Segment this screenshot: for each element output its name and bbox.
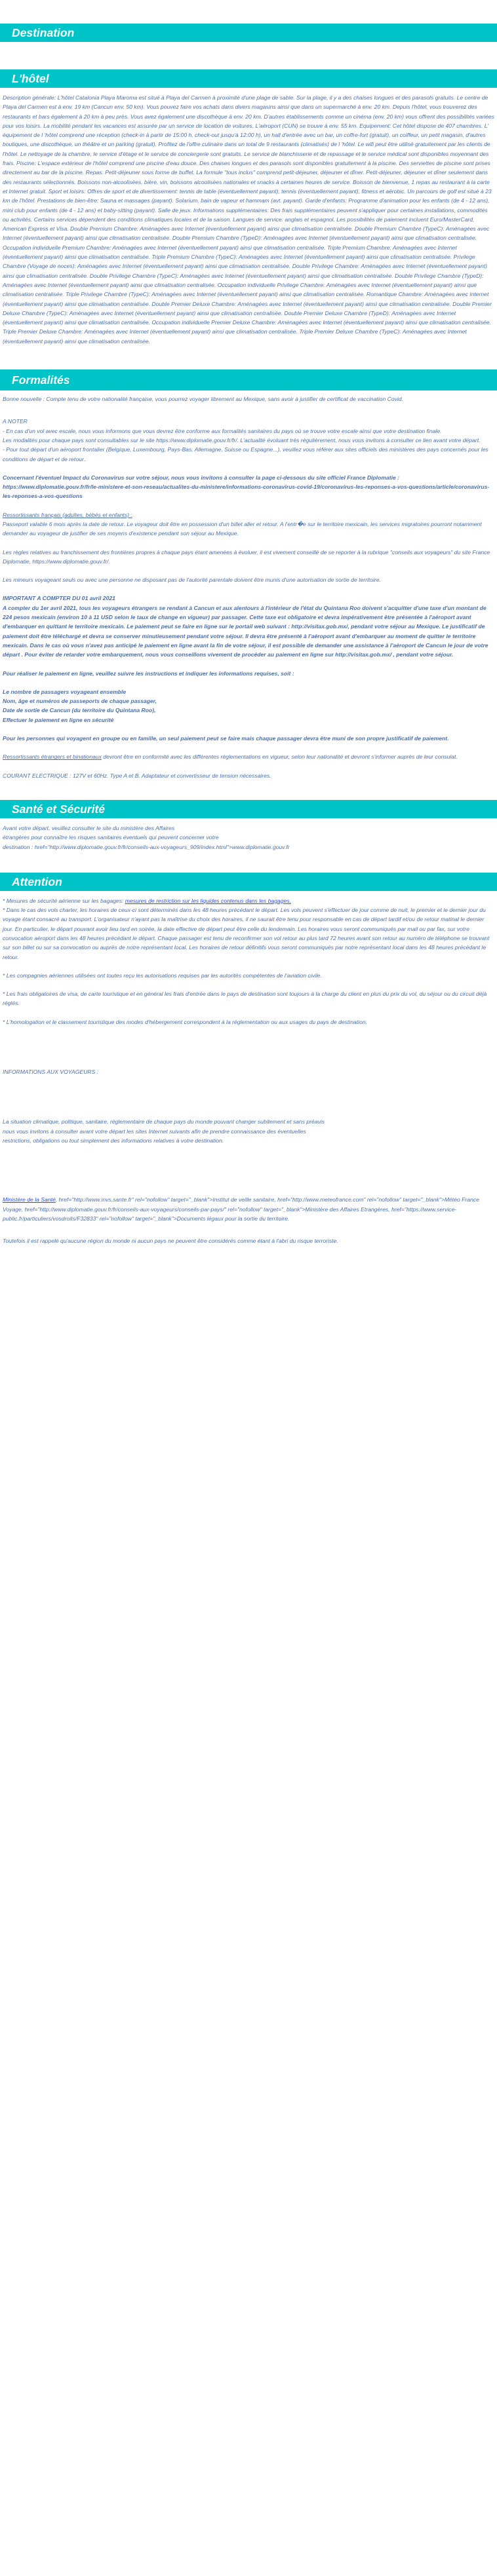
a-noter-line: - En cas d'un vol avec escale, nous vous informons que vous devrez être conforme aux formalités sanitaires du pays où se trouve votre escale ainsi que votre destination finale. [3,427,442,434]
ressortissants-title: Ressortissants français (adultes, bébés et enfants) : [3,511,132,518]
regles-frontieres: Les règles relatives au franchissement des frontières propres à chaque pays étant amenées à évoluer, il est vivement conseillé de se reporter à la rubrique "conseils aux voyageurs" du site France Diplomatie, https://www.diplomatie.gouv.fr/. [3,548,490,565]
mesures-prefix: * Mesures de sécurité aérienne sur les bagages: [3,897,125,904]
sante-line: Avant votre départ, veuillez consulter le site du ministère des Affaires [3,824,175,831]
concernant-coronavirus: Concernant l'éventuel Impact du Coronavirus sur votre séjour, nous vous invitons à consulter la page ci-dessous du site officiel France Diplomatie : https://www.diplomatie.gouv.fr/fr/le-ministere-et-son-reseau/actualites-du-ministere/informations-coronavirus-covid-19/coronavirus-les-reponses-a-vos-questions/article/coronavirus-les-reponses-a-vos-questions [3,474,490,500]
famille-text: Pour les personnes qui voyagent en groupe ou en famille, un seul paiement peut se faire mais chaque passager devra être muni de son propre justificatif de paiement. [3,735,449,742]
binationaux-title: Ressortissants étrangers et binationaux [3,753,102,761]
section-header-destination: Destination [0,24,497,42]
required-line: Effectuer le paiement en ligne en sécurité [3,716,114,723]
ministere-links [3,1195,494,1223]
toutefois-text: Toutefois il est rappelé qu'aucune région du monde ni aucun pays ne peuvent être considérés comme étant à l'abri du risque terroriste. [3,1238,338,1245]
frais-obligatoires: * Les frais obligatoires de visa, de carte touristique et en général les frais d'entrée dans le pays de destination sont toujours à la charge du client en plus du prix du vol, du séjour ou du circuit déjà réglés. [3,991,487,1007]
hotel-description: Description générale: L'hôtel Catalonia Playa Maroma est situé à Playa del Carmen à proximité d'une plage de sable. Sur la plage, il y a des chaises longues et des parasols gratuits. Le centre de Playa del Carmen est à env. 19 km (Cancun env. 50 km). Vous pouvez faire vos achats dans divers magasins ainsi que dans un supermarché à env. 20 km. Depuis l'hôtel, vous trouverez des restaurants et bars également à 20 km à peu près. Vous avez également une discothèque à env. 20 km. D'autres établissements comme un cinéma (env. 20 km) vous offrent des possibilités variées pour vos loisirs. La mobilité pendant les vacances est assurée par un service de location de voitures. L'aéroport (CUN) se trouve à env. 55 km. Equipement: Cet hôtel dispose de 407 chambres. L' équipement de l 'hôtel comprend une réception (check-in à partir de 15:00 h, check-out jusqu'à 12:00 h), un hall d'entrée avec un bar, un coffre-fort (gratuit), un coiffeur, un petit magasin, d'autres boutiques, une discothèque, un théâtre et un parking (gratuit). Profitez de l'offre culinaire dans un total de 9 restaurants (climatisés) de l 'hôtel. Le wifi peut être utilisé gratuitement par les clients de l'hôtel. Le nettoyage de la chambre, le service d'étage et le service de conciergerie sont gratuits. Le service de blanchisserie et de repassage et le service médical sont disponibles moyennant des frais. Piscine: L'espace extérieur de l'hôtel comprend une piscine d'eau douce. Des chaises longues et des parasols sont disponibles gratuitement à la piscine. Des serviettes de piscine sont prises directement au bar de la piscine. Repas: Petit-déjeuner sous forme de buffet. La formule "tous inclus" comprend petit-déjeuner, déjeuner et dîner. Petit-déjeuner, déjeuner et dîner seulement dans des restaurants sélectionnés. Boissons non-alcoolisées, bière, vin, boissons alcoolisées nationales et snacks à certaines heures de service. Boisson de bienvenue, 1 repas au restaurant à la carte et Internet gratuit. Sport et loisirs: Offres de sport et de divertissement: tennis de table (éventuellement payant), tennis (éventuellement payant), fitness et aérobic. Un parcours de golf est situé à 23 km de l'hôtel. Prestations de bien-être: Sauna et massages (payant). Solarium, bain de vapeur et hammam (avt. payant). Garde d'enfants: Programme d'animation pour les enfants (de 4 - 12 ans), mini club pour enfants (de 4 - 12 ans) et baby-sitting (payant). Salle de jeux. Informations supplémentaires: Des frais supplémentaires peuvent s'appliquer pour certaines installations, commodités ou activités. Certains services dépendent des conditions climatiques locales et de la saison. Langues de service: anglais et espagnol. Les possibilités de paiement incluent Euro/MasterCard, American Express et Visa. Double Premium Chambre: Aménagées avec Internet (éventuellement payant) ainsi que climatisation centralisée. Double Premium Chambre (TypeC): Aménagées avec Internet (éventuellement payant) ainsi que climatisation centralisée. Double Premium Chambre (TypeD): Aménagées avec Internet (éventuellement payant) ainsi que climatisation centralisée. Occupation individuelle Premium Chambre: Aménagées avec Internet (éventuellement payant) ainsi que climatisation centralisée. Triple Premium Chambre: Aménagées avec Internet (éventuellement payant) ainsi que climatisation centralisée. Triple Premium Chambre (TypeC): Aménagées avec Internet (éventuellement payant) ainsi que climatisation centralisée. Privilege Chambre (Voyage de noces): Aménagées avec Internet (éventuellement payant) ainsi que climatisation centralisée. Double Privilege Chambre: Aménagées avec Internet (éventuellement payant) ainsi que climatisation centralisée. Double Privilege Chambre (TypeC): Aménagées avec Internet (éventuellement payant) ainsi que climatisation centralisée. Double Privilege Chambre (TypeD): Aménagées avec Internet (éventuellement payant) ainsi que climatisation centralisée. Occupation individuelle Privilege Chambre: Aménagées avec Internet (éventuellement payant) ainsi que climatisation centralisée. Triple Privilege Chambre (TypeC): Aménagées avec Internet (éventuellement payant) ainsi que climatisation centralisée. Romantique Chambre: Aménagées avec Internet (éventuellement payant) ainsi que climatisation centralisée. Double Premier Deluxe Chambre: Aménagées avec Internet (éventuellement payant) ainsi que climatisation centralisée. Double Premier Deluxe Chambre (TypeC): Aménagées avec Internet (éventuellement payant) ainsi que climatisation centralisée. Double Premier Deluxe Chambre (TypeD): Aménagées avec Internet (éventuellement payant) ainsi que climatisation centralisée. Occupation individuelle Premier Deluxe Chambre: Aménagées avec Internet (éventuellement payant) ainsi que climatisation centralisée. Triple Premier Deluxe Chambre: Aménagées avec Internet (éventuellement payant) ainsi que climatisation centralisée. Triple Premier Deluxe Chambre (TypeC): Aménagées avec Internet (éventuellement payant) ainsi que climatisation centralisée. [3,94,495,345]
a-noter-line: - Pour tout départ d'un aéroport frontalier (Belgique, Luxembourg, Pays-Bas, Allemagne, Suisse ou Espagne...), veuillez vous référer aux sites officiels des ministères des pays concernés pour les conditions de départ et de retour.. [3,446,488,463]
binationaux-text [3,752,494,761]
homologation: * L'homologation et le classement touristique des modes d'hébergement correspondent à la réglementation ou aux usages du pays de destination. [3,1018,368,1025]
important-text: A compter du 1er avril 2021, tous les voyageurs étrangers se rendant à Cancun et aux alentours à l'intérieur de l'état du Quintana Roo doivent s'acquitter d'une taxe d'un montant de 224 pesos mexicain (environ 10 à 11 USD selon le taux de change en vigueur) par passager. Cette taxe est obligatoire et devra impérativement être présentée à l'aéroport avant d'embarquer en quittant le territoire mexicain. Le paiement peut se faire en ligne sur le portail web suivant : http://visitax.gob.mx/, pendant votre séjour au Mexique. Le justificatif de paiement doit être téléchargé et devra se conserver minutieusement pendant votre séjour. Il devra être présenté à l'aéroport avant d'embarquer au moment de quitter le territoire mexicain. Dans le cas où vous n'avez pas anticipé le paiement en ligne avant la fin de votre séjour, il est possible de demander une assistance à l'aéroport de Cancun le jour de votre départ . Pour éviter de retarder votre embarquement, nous vous conseillons vivement de procéder au paiement en ligne sur http://visitax.gob.mx/ , pendant votre séjour. [3,604,488,658]
hotel-section [0,93,497,346]
formalites-section [0,394,497,780]
compagnies-aeriennes: * Les compagnies aériennes utilisées ont toutes reçu les autorisations requises par les autorités compétentes de l'aviation civile. [3,972,322,979]
courant-electrique: COURANT ELECTRIQUE : 127V et 60Hz. Type A et B. Adaptateur et convertisseur de tension nécessaires. [3,772,271,779]
situation-line: restrictions, obligations ou tout simplement des informations relatives à votre destination. [3,1137,224,1144]
ressortissants-text: Passeport valable 6 mois après la date de retour. Le voyageur doit être en possession d'un billet aller et retour. A l'entr�e sur le territoire mexicain, les services migratoires pourront notamment demander au voyageur de justifier de ses moyens d'existence pendant son séjour au Mexique. [3,520,482,537]
mesures-securite [3,896,494,905]
binationaux-body: devront être en conformité avec les différentes réglementations en vigueur, selon leur nationalité et devront s'informer auprès de leur consulat. [101,753,458,761]
situation-line: nous vous invitons à consulter avant votre départ les sites Internet suivants afin de prendre connaissance des éventuelles [3,1127,306,1135]
vols-charter: * Dans le cas des vols charter, les horaires de ceux-ci sont déterminés dans les 48 heures précédant le départ. Les vols peuvent s'effectuer de jour comme de nuit, le premier et le dernier jour du voyage étant consacré au transport. L'organisateur n'ayant pas la maîtrise du choix des horaires, il ne saurait être tenu pour responsable en cas de départ tardif et/ou de retour matinal le dernier jour. En particulier, le départ pouvant avoir lieu tard en soirée, la date effective de départ peut être celle du lendemain. Les horaires vous seront communiqués par mail ou par fax, sur votre convocation aéroport dans les 48 heures précédant le départ. Chaque passager est tenu de reconfirmer son vol retour au plus tard 72 heures avant son retour au numéro de téléphone se trouvant sur son billet ou sur sa convocation ou auprès de notre représentant local. Les horaires de retour définitifs vous seront communiqués par notre représentant local dans les 48 heures précédant le retour. [3,907,490,960]
a-noter-line: Les modalités pour chaque pays sont consultables sur le site https://www.diplomatie.gouv.fr/fr/. L'actualité évoluant très régulièrement, nous vous invitons à consulter ce lien avant votre départ. [3,436,481,444]
attention-section [0,896,497,1246]
sante-line: destination : href="http://www.diplomatie.gouv.fr/fr/conseils-aux-voyageurs_909/index.html">www.diplomatie.gouv.fr [3,843,290,850]
section-header-formalites: Formalités [0,369,497,390]
mineurs-text: Les mineurs voyageant seuls ou avec une personne ne disposant pas de l'autorité parentale doivent être munis d'une autorisation de sortie de territoire. [3,577,382,584]
ministere-rest: , href="http://www.invs.sante.fr" rel="nofollow" target="_blank">Institut de veille sanitaire, href="http://www.meteofrance.com" rel="nofollow" target="_blank">Météo France Voyage, href="http://www.diplomatie.gouv.fr/fr/conseils-aux-voyageurs/conseils-par-pays/" rel="nofollow" target="_blank">Ministère des Affaires Etrangères, href="https://www.service-public.fr/particuliers/vosdroits/F32833" rel="nofollow" target="_blank">Documents légaux pour la sortie du territoire. [3,1196,479,1222]
a-noter-title: A NOTER [3,418,28,425]
infos-voyageurs-title: INFORMATIONS AUX VOYAGEURS : [3,1069,99,1076]
required-line: Nom, âge et numéros de passeports de chaque passager, [3,698,157,705]
required-line: Date de sortie de Cancun (du territoire du Quintana Roo), [3,707,156,714]
mesures-link[interactable]: mesures de restriction sur les liquides contenus dans les bagages. [125,897,291,904]
situation-line: La situation climatique, politique, sanitaire, réglementaire de chaque pays du monde pouvant changer subitement et sans préavis [3,1118,325,1126]
pour-realiser: Pour réaliser le paiement en ligne, veuillez suivre les instructions et indiquer les informations requises, soit : [3,670,294,677]
sante-line: étrangères pour connaître les risques sanitaires éventuels qui peuvent concerner votre [3,834,219,841]
formalites-intro: Bonne nouvelle : Compte tenu de votre nationalité française, vous pourrez voyager librement au Mexique, sans avoir à justifier de certificat de vaccination Covid. [3,396,403,403]
section-header-sante: Santé et Sécurité [0,800,497,818]
ministere-sante-link[interactable]: Ministère de la Santé [3,1196,56,1203]
required-line: Le nombre de passagers voyageant ensemble [3,688,127,695]
section-header-hotel: L'hôtel [0,69,497,88]
section-header-attention: Attention [0,873,497,891]
important-title: IMPORTANT A COMPTER DU 01 avril 2021 [3,595,115,602]
sante-section [0,824,497,852]
